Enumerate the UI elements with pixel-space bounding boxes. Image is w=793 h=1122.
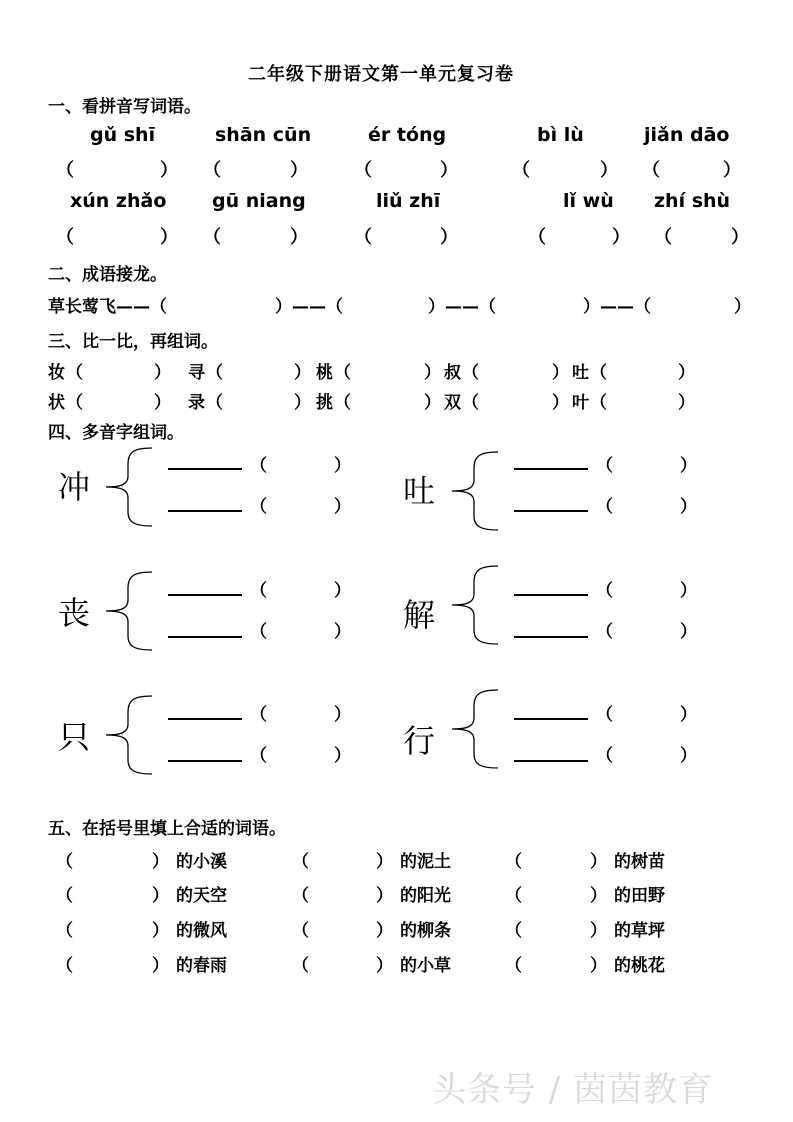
paren-open[interactable]: （ (250, 746, 267, 766)
paren-open[interactable]: （ (250, 581, 267, 601)
paren-close: ） (334, 622, 351, 642)
paren-open[interactable]: （ (56, 852, 73, 872)
answer-line[interactable] (168, 760, 242, 762)
paren-open[interactable]: （ (203, 227, 221, 248)
pinyin-guniang: gū niang (212, 190, 306, 212)
paren-close: ） (376, 921, 393, 941)
paren-close: ） (334, 705, 351, 725)
paren-close: ） (160, 227, 178, 248)
paren-close: ） (160, 160, 178, 181)
answer-line[interactable] (514, 760, 588, 762)
fill-phrase: 的田野 (614, 886, 665, 906)
paren-open[interactable]: （ (206, 363, 223, 383)
answer-line[interactable] (168, 510, 242, 512)
paren-open[interactable]: （ (505, 956, 522, 976)
paren-close: ） (152, 886, 169, 906)
fill-phrase: 的泥土 (400, 852, 451, 872)
paren-open[interactable]: （ (292, 886, 309, 906)
paren-open[interactable]: （ (203, 160, 221, 181)
paren-open[interactable]: （ (56, 956, 73, 976)
paren-close: ） (294, 363, 311, 383)
answer-line[interactable] (168, 636, 242, 638)
paren-close: ） (680, 705, 697, 725)
watermark: 头条号 / 茵茵教育 (432, 1070, 714, 1110)
paren-close: ） (376, 956, 393, 976)
paren-close: ） (152, 921, 169, 941)
idiom-link[interactable]: ）——（ (428, 297, 496, 317)
paren-open[interactable]: （ (596, 705, 613, 725)
answer-line[interactable] (514, 510, 588, 512)
paren-close: ） (334, 456, 351, 476)
paren-close: ） (152, 956, 169, 976)
paren-open[interactable]: （ (354, 160, 372, 181)
paren-close: ） (600, 160, 618, 181)
paren-close: ） (334, 497, 351, 517)
paren-close: ） (154, 393, 171, 413)
pinyin-liuzhi: liǔ zhī (376, 190, 441, 212)
curly-brace-icon (448, 686, 504, 772)
paren-open[interactable]: （ (66, 363, 83, 383)
paren-open[interactable]: （ (505, 921, 522, 941)
pinyin-xunzhao: xún zhǎo (70, 190, 167, 212)
paren-open[interactable]: （ (590, 363, 607, 383)
paren-open[interactable]: （ (250, 456, 267, 476)
paren-open[interactable]: （ (66, 393, 83, 413)
pinyin-shancun: shān cūn (215, 124, 312, 146)
pinyin-jiandao: jiǎn dāo (644, 124, 730, 146)
paren-close: ） (680, 622, 697, 642)
fill-phrase: 的柳条 (400, 921, 451, 941)
paren-close: ） (680, 581, 697, 601)
paren-close: ） (376, 886, 393, 906)
pinyin-bilu: bì lù (537, 124, 584, 146)
idiom-start: 草长莺飞——（ (48, 297, 167, 317)
section-1-heading: 一、看拼音写词语。 (48, 97, 201, 117)
paren-close: ） (152, 852, 169, 872)
section-4-heading: 四、多音字组词。 (48, 423, 184, 443)
paren-open[interactable]: （ (596, 581, 613, 601)
paren-open[interactable]: （ (56, 227, 74, 248)
fill-phrase: 的微风 (176, 921, 227, 941)
paren-close: ） (590, 852, 607, 872)
paren-open[interactable]: （ (250, 497, 267, 517)
fill-phrase: 的树苗 (614, 852, 665, 872)
fill-phrase: 的春雨 (176, 956, 227, 976)
answer-line[interactable] (514, 468, 588, 470)
paren-close: ） (290, 160, 308, 181)
paren-open[interactable]: （ (292, 852, 309, 872)
paren-close: ） (590, 921, 607, 941)
paren-open[interactable]: （ (528, 227, 546, 248)
paren-open[interactable]: （ (462, 393, 479, 413)
compare-char: 吐 (572, 363, 589, 383)
fill-phrase: 的小草 (400, 956, 451, 976)
fill-phrase: 的阳光 (400, 886, 451, 906)
paren-open[interactable]: （ (250, 622, 267, 642)
paren-close: ） (680, 456, 697, 476)
paren-open[interactable]: （ (596, 746, 613, 766)
answer-line[interactable] (514, 594, 588, 596)
idiom-link[interactable]: ）——（ (275, 297, 343, 317)
section-3-heading: 三、比一比，再组词。 (48, 332, 218, 352)
curly-brace-icon (102, 568, 158, 654)
answer-line[interactable] (514, 718, 588, 720)
fill-phrase: 的桃花 (614, 956, 665, 976)
polyphone-char: 丧 (58, 594, 91, 632)
compare-char: 录 (188, 393, 205, 413)
paren-close: ） (334, 581, 351, 601)
paren-close: ） (590, 886, 607, 906)
polyphone-char: 吐 (403, 472, 436, 510)
pinyin-gushi: gǔ shī (90, 124, 156, 146)
paren-close: ） (334, 746, 351, 766)
compare-char: 状 (48, 393, 65, 413)
paren-close: ） (731, 227, 749, 248)
pinyin-ertong: ér tóng (368, 124, 447, 146)
polyphone-char: 行 (403, 722, 436, 760)
paren-open[interactable]: （ (590, 393, 607, 413)
paren-open[interactable]: （ (654, 227, 672, 248)
paren-close: ） (678, 393, 695, 413)
page-title: 二年级下册语文第一单元复习卷 (248, 64, 514, 85)
paren-open[interactable]: （ (596, 456, 613, 476)
paren-open[interactable]: （ (505, 886, 522, 906)
paren-open[interactable]: （ (206, 393, 223, 413)
paren-open[interactable]: （ (334, 363, 351, 383)
paren-close: ） (680, 497, 697, 517)
paren-close: ） (723, 160, 741, 181)
compare-char: 双 (444, 393, 461, 413)
compare-char: 桃 (316, 363, 333, 383)
section-2-heading: 二、成语接龙。 (48, 265, 167, 285)
paren-open[interactable]: （ (292, 956, 309, 976)
paren-open[interactable]: （ (462, 363, 479, 383)
paren-close: ） (424, 393, 441, 413)
paren-close: ） (678, 363, 695, 383)
polyphone-char: 只 (58, 718, 91, 756)
paren-open[interactable]: （ (596, 622, 613, 642)
paren-open[interactable]: （ (334, 393, 351, 413)
paren-close: ） (290, 227, 308, 248)
paren-close: ） (680, 746, 697, 766)
curly-brace-icon (102, 444, 158, 530)
paren-close: ） (552, 393, 569, 413)
compare-char: 叔 (444, 363, 461, 383)
polyphone-char: 解 (403, 596, 436, 634)
answer-line[interactable] (514, 636, 588, 638)
paren-close: ） (440, 160, 458, 181)
pinyin-zhishu: zhí shù (654, 190, 731, 212)
paren-close: ） (552, 363, 569, 383)
compare-char: 寻 (188, 363, 205, 383)
answer-line[interactable] (168, 718, 242, 720)
answer-line[interactable] (168, 468, 242, 470)
paren-open[interactable]: （ (250, 705, 267, 725)
paren-open[interactable]: （ (505, 852, 522, 872)
curly-brace-icon (102, 692, 158, 778)
paren-open[interactable]: （ (56, 921, 73, 941)
curly-brace-icon (448, 448, 504, 534)
pinyin-liwu: lǐ wù (563, 190, 614, 212)
fill-phrase: 的小溪 (176, 852, 227, 872)
idiom-link[interactable]: ）——（ (583, 297, 651, 317)
paren-close: ） (612, 227, 630, 248)
paren-open[interactable]: （ (56, 160, 74, 181)
paren-open[interactable]: （ (56, 886, 73, 906)
paren-close: ） (734, 297, 751, 317)
compare-char: 挑 (316, 393, 333, 413)
compare-char: 妆 (48, 363, 65, 383)
fill-phrase: 的天空 (176, 886, 227, 906)
paren-close: ） (294, 393, 311, 413)
curly-brace-icon (448, 562, 504, 648)
compare-char: 叶 (572, 393, 589, 413)
paren-open[interactable]: （ (354, 227, 372, 248)
fill-phrase: 的草坪 (614, 921, 665, 941)
paren-open[interactable]: （ (596, 497, 613, 517)
section-5-heading: 五、在括号里填上合适的词语。 (48, 819, 286, 839)
paren-open[interactable]: （ (512, 160, 530, 181)
answer-line[interactable] (168, 594, 242, 596)
paren-close: ） (440, 227, 458, 248)
paren-close: ） (424, 363, 441, 383)
paren-close: ） (154, 363, 171, 383)
paren-close: ） (590, 956, 607, 976)
paren-close: ） (376, 852, 393, 872)
paren-open[interactable]: （ (292, 921, 309, 941)
polyphone-char: 冲 (58, 468, 91, 506)
paren-open[interactable]: （ (642, 160, 660, 181)
